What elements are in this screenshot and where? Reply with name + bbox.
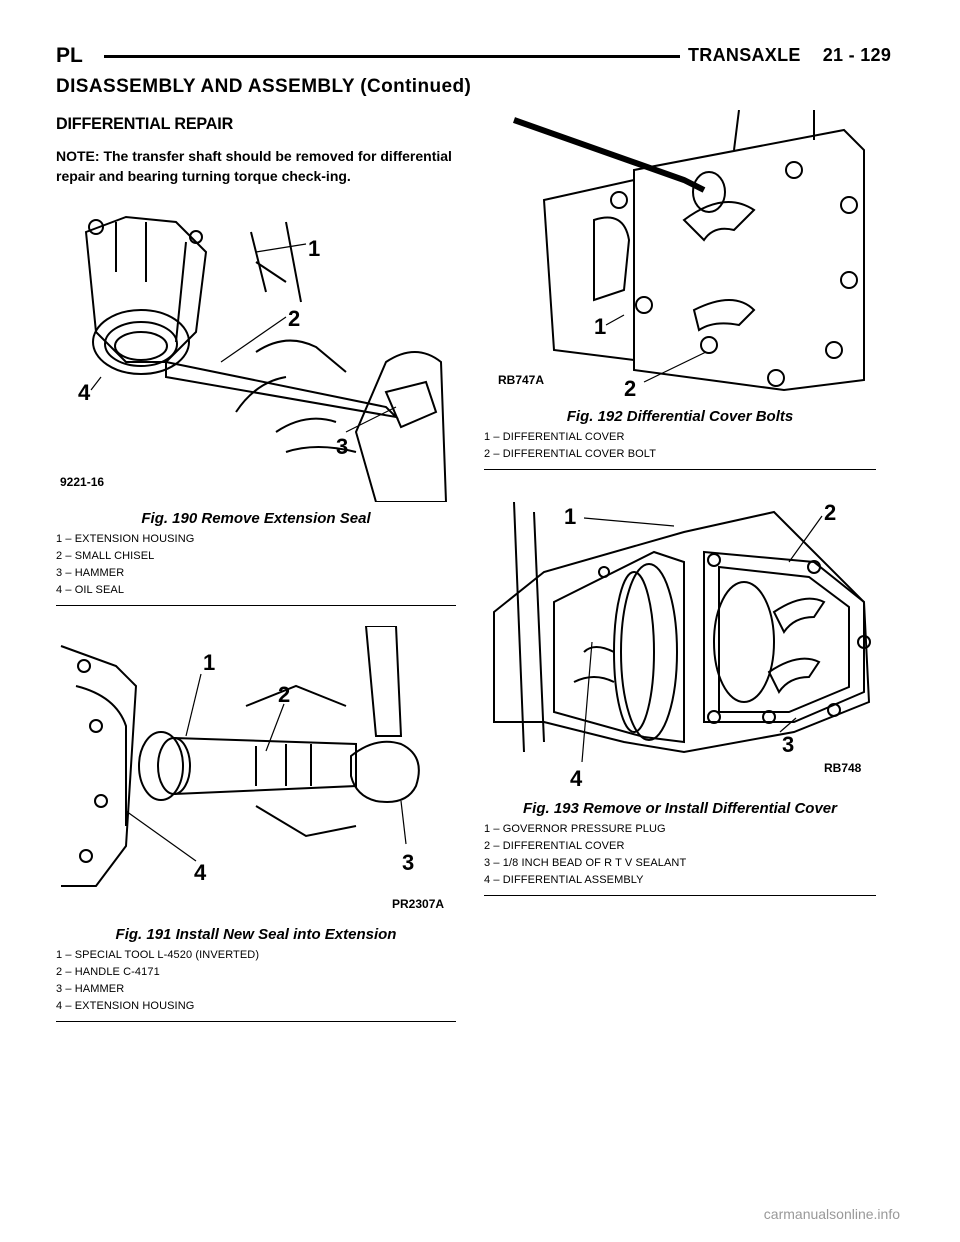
page-subtitle: DISASSEMBLY AND ASSEMBLY (Continued) [56, 76, 472, 97]
note-paragraph: NOTE: The transfer shaft should be removed for differential repair and bearing turning torque check-ing. [56, 148, 452, 184]
figure-191-illustration [56, 626, 456, 916]
figure-190-legend [56, 531, 456, 599]
header-model: PL [56, 44, 83, 67]
figure-191 [56, 626, 456, 1022]
figure-190-illustration [56, 212, 456, 502]
legend-item: 2 – SMALL CHISEL [56, 550, 155, 562]
legend-item: 2 – HANDLE C-4171 [56, 966, 160, 978]
figure-divider [56, 1021, 456, 1022]
callout-1: 1 [308, 236, 321, 261]
figure-191-legend [56, 947, 456, 1015]
callout-4: 4 [570, 766, 583, 791]
callout-3: 3 [336, 434, 349, 459]
figure-190-caption: Fig. 190 Remove Extension Seal [141, 510, 371, 527]
callout-3: 3 [402, 850, 415, 875]
figure-193-legend [484, 821, 876, 889]
figure-divider [484, 469, 876, 470]
figure-190 [56, 212, 456, 606]
callout-2: 2 [824, 500, 837, 525]
header-section: TRANSAXLE [688, 45, 801, 65]
callout-4: 4 [194, 860, 207, 885]
watermark: carmanualsonline.info [763, 1206, 900, 1222]
legend-item: 1 – DIFFERENTIAL COVER [484, 431, 625, 443]
callout-4: 4 [78, 380, 91, 405]
figure-192-illustration [484, 110, 876, 402]
legend-item: 4 – DIFFERENTIAL ASSEMBLY [484, 874, 644, 886]
figure-193 [484, 492, 876, 896]
legend-item: 3 – HAMMER [56, 567, 125, 579]
figure-code: RB748 [824, 761, 862, 775]
legend-item: 1 – EXTENSION HOUSING [56, 533, 195, 545]
callout-2: 2 [288, 306, 301, 331]
figure-192-legend [484, 429, 876, 463]
callout-1: 1 [203, 650, 216, 675]
callout-1: 1 [594, 314, 607, 339]
figure-divider [56, 605, 456, 606]
figure-code: 9221-16 [60, 475, 105, 489]
figure-192-caption: Fig. 192 Differential Cover Bolts [566, 408, 794, 425]
legend-item: 2 – DIFFERENTIAL COVER BOLT [484, 448, 657, 460]
figure-193-caption: Fig. 193 Remove or Install Differential Cover [523, 800, 837, 817]
legend-item: 4 – EXTENSION HOUSING [56, 1000, 195, 1012]
callout-2: 2 [278, 682, 291, 707]
section-title: DIFFERENTIAL REPAIR [56, 114, 234, 133]
legend-item: 1 – SPECIAL TOOL L-4520 (INVERTED) [56, 949, 260, 961]
figure-192 [484, 110, 876, 470]
callout-3: 3 [782, 732, 795, 757]
legend-item: 4 – OIL SEAL [56, 584, 125, 596]
header-right [688, 45, 891, 66]
callout-1: 1 [564, 504, 577, 529]
legend-item: 3 – HAMMER [56, 983, 125, 995]
figure-193-illustration [484, 492, 876, 792]
figure-divider [484, 895, 876, 896]
header-page-number: 21 - 129 [822, 45, 892, 65]
callout-2: 2 [624, 376, 637, 401]
figure-191-caption: Fig. 191 Install New Seal into Extension [115, 926, 397, 943]
figure-code: PR2307A [392, 897, 445, 911]
header-rule [104, 55, 680, 58]
legend-item: 3 – 1/8 INCH BEAD OF R T V SEALANT [484, 857, 687, 869]
legend-item: 2 – DIFFERENTIAL COVER [484, 840, 625, 852]
legend-item: 1 – GOVERNOR PRESSURE PLUG [484, 823, 666, 835]
figure-code: RB747A [498, 373, 545, 387]
